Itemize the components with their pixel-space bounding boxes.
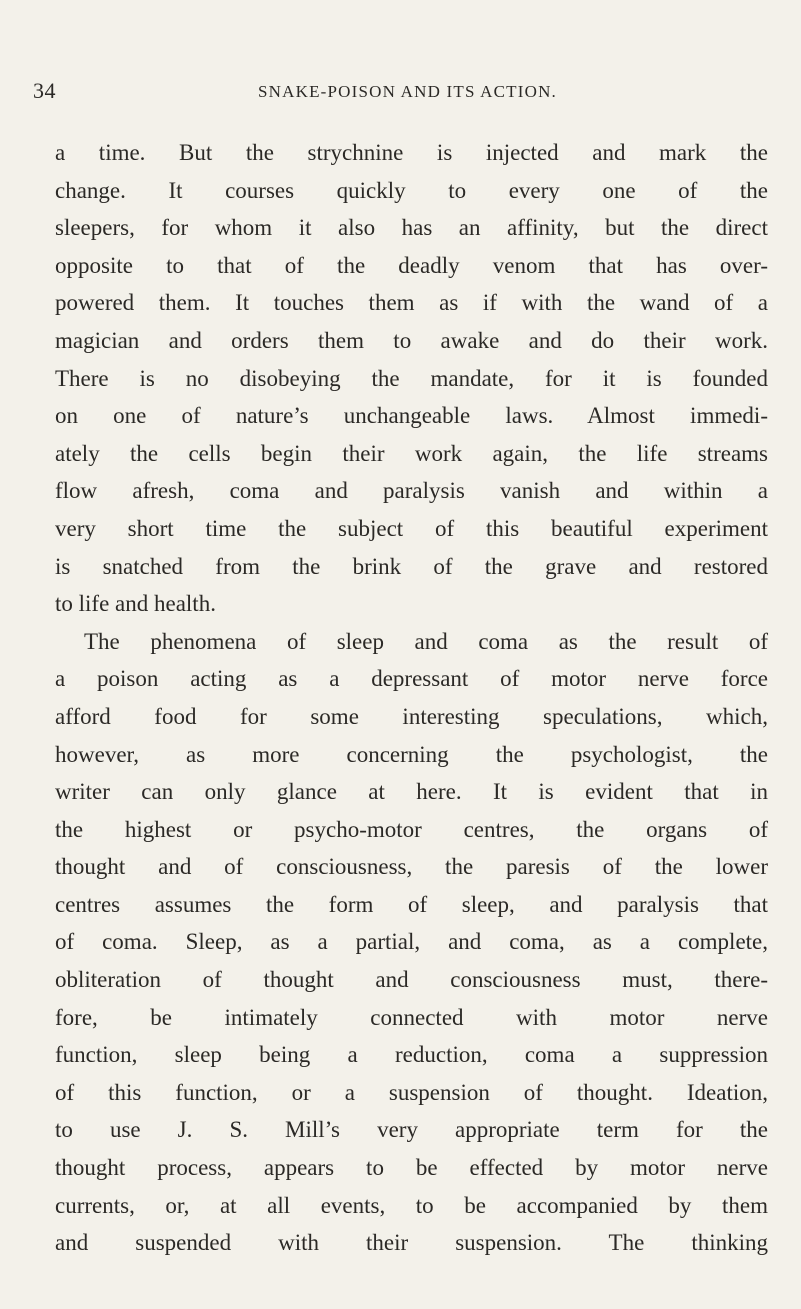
page-number: 34: [33, 78, 56, 103]
text-line: function, sleep being a reduction, coma a suppression: [55, 1042, 768, 1068]
text-line: and suspended with their suspension. The thinking: [55, 1230, 768, 1256]
text-line: fore, be intimately connected with motor nerve: [55, 1004, 768, 1030]
text-line: very short time the subject of this beautiful experiment: [55, 515, 768, 541]
running-head: [0, 78, 801, 108]
text-line: writer can only glance at here. It is evident that in: [55, 779, 768, 805]
text-line: centres assumes the form of sleep, and paralysis that: [55, 891, 768, 917]
text-line: change. It courses quickly to every one of the: [55, 177, 768, 203]
text-line: of this function, or a suspension of thought. Ideation,: [55, 1079, 768, 1105]
text-line: thought process, appears to be effected by motor nerve: [55, 1155, 768, 1181]
text-line: on one of nature’s unchangeable laws. Almost immedi-: [55, 403, 768, 429]
text-line: afford food for some interesting speculations, which,: [55, 703, 768, 729]
text-line: powered them. It touches them as if with the wand of a: [55, 290, 768, 316]
text-line: however, as more concerning the psychologist, the: [55, 741, 768, 767]
running-title: SNAKE-POISON AND ITS ACTION.: [258, 82, 558, 101]
text-line: currents, or, at all events, to be accompanied by them: [55, 1192, 768, 1218]
text-line: flow afresh, coma and paralysis vanish and within a: [55, 478, 768, 504]
body-text: [55, 134, 768, 1262]
text-line: a poison acting as a depressant of motor nerve force: [55, 666, 768, 692]
text-line: to use J. S. Mill’s very appropriate term for the: [55, 1117, 768, 1143]
text-line: the highest or psycho-motor centres, the organs of: [55, 816, 768, 842]
paragraph-end-line: to life and health.: [55, 591, 216, 617]
text-line: is snatched from the brink of the grave and restored: [55, 553, 768, 579]
text-line: opposite to that of the deadly venom that has over-: [55, 252, 768, 278]
text-line: There is no disobeying the mandate, for it is founded: [55, 365, 768, 391]
text-line: magician and orders them to awake and do their work.: [55, 327, 768, 353]
text-line: a time. But the strychnine is injected and mark the: [55, 140, 768, 165]
text-line: thought and of consciousness, the paresis of the lower: [55, 854, 768, 880]
text-line: obliteration of thought and consciousness must, there-: [55, 967, 768, 993]
paragraph-start-line: The phenomena of sleep and coma as the result of: [84, 628, 768, 654]
text-line: of coma. Sleep, as a partial, and coma, as a complete,: [55, 929, 768, 955]
text-line: sleepers, for whom it also has an affinity, but the direct: [55, 215, 768, 241]
text-line: ately the cells begin their work again, the life streams: [55, 440, 768, 466]
